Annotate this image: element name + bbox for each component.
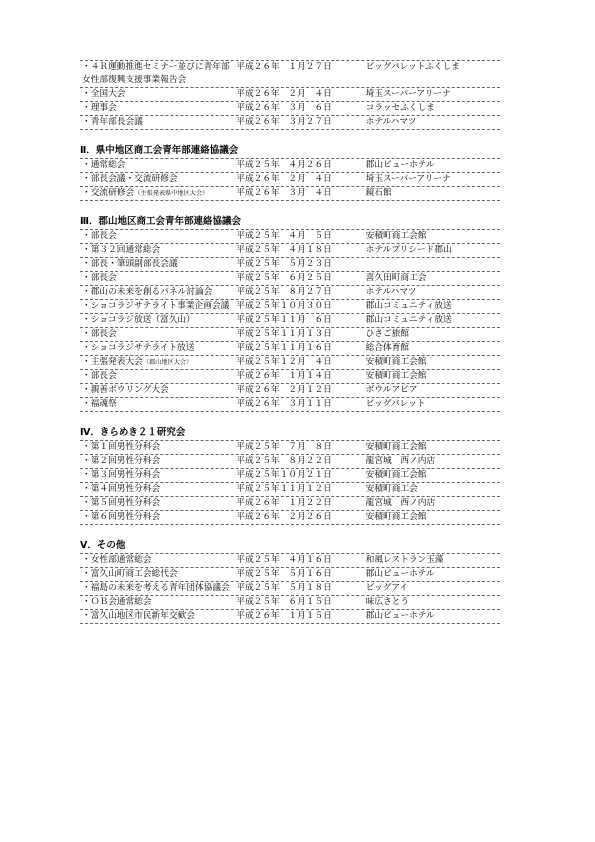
- event-date: 平成２６年 ３月 ６日: [236, 103, 332, 113]
- event-date: 平成２６年 ２月２６日: [236, 512, 332, 522]
- event-name: [80, 610, 234, 623]
- event-venue: 安積町商工会館: [365, 512, 427, 522]
- event-name: [80, 328, 234, 341]
- event-label: ・ショコラジサテライト事業企画会議: [82, 301, 230, 311]
- event-label: ・理事会: [82, 103, 117, 113]
- event-name: [80, 286, 234, 299]
- event-name: [80, 61, 234, 87]
- event-name: [80, 159, 234, 172]
- event-label: ・第３回男性分科会: [82, 470, 161, 480]
- event-label: ・第１回男性分科会: [82, 442, 161, 452]
- event-label: ・富久山町商工会総代会: [82, 569, 178, 579]
- schedule-row: [80, 568, 500, 582]
- event-date: 平成２５年 ４月２６日: [236, 160, 332, 170]
- schedule-row: [80, 328, 500, 342]
- event-venue: 味広さとう: [365, 597, 410, 607]
- section-title: Ⅱ．県中地区商工会青年部連絡協議会: [80, 145, 239, 156]
- event-date: 平成２６年 １月２２日: [236, 498, 332, 508]
- schedule-content: [80, 60, 500, 638]
- event-venue: 郡山ビューホテル: [365, 160, 435, 170]
- event-name: [80, 300, 234, 313]
- event-venue: 喜久田町商工会: [365, 273, 427, 283]
- event-venue: ビッグパレットふくしま: [365, 62, 460, 72]
- event-date: 平成２５年１１月１３日: [236, 329, 332, 339]
- event-venue: 安積町商工会館: [365, 442, 427, 452]
- event-date: 平成２５年 ６月１５日: [236, 597, 332, 607]
- event-label: ・ＯＢ会通常総会: [82, 597, 152, 607]
- event-date: 平成２６年 ３月 ４日: [236, 188, 332, 198]
- schedule-row: [80, 342, 500, 356]
- event-venue: 総合体育館: [365, 343, 410, 353]
- event-date: 平成２５年 ５月２３日: [236, 259, 332, 269]
- event-name: [80, 497, 234, 510]
- event-venue: 龍宮城 西ノ内店: [365, 498, 436, 508]
- event-venue: 埼玉スーパーアリーナ: [365, 174, 451, 184]
- event-venue: ビッグパレット: [365, 399, 426, 409]
- event-date: 平成２６年 ２月１２日: [236, 385, 332, 395]
- schedule-row: [80, 553, 500, 568]
- event-name: [80, 370, 234, 383]
- event-date: 平成２５年１１月 ６日: [236, 315, 332, 325]
- event-name: [80, 511, 234, 524]
- schedule-row: [80, 440, 500, 455]
- event-name: [80, 272, 234, 285]
- event-label: ・部長・筆頭副部長会議: [82, 259, 178, 269]
- event-name: [80, 230, 234, 243]
- event-name: [80, 554, 234, 567]
- event-venue: 龍宮城 西ノ内店: [365, 456, 436, 466]
- event-label: ・部長会議・交流研修会: [82, 174, 178, 184]
- event-name: [80, 116, 234, 129]
- event-date: 平成２５年１２月 ４日: [236, 357, 332, 367]
- schedule-row: [80, 258, 500, 272]
- schedule-row: [80, 88, 500, 102]
- schedule-row: [80, 610, 500, 624]
- event-venue: 郡山コミュニティ放送: [365, 301, 452, 311]
- event-venue: ボウルアピア: [365, 385, 418, 395]
- event-label: ・４Ｒ運動推進セミナー並びに青年部女性部復興支援事業報告会: [82, 62, 230, 85]
- event-venue: 安積町商工会館: [365, 357, 427, 367]
- event-label: ・通常総会: [82, 160, 126, 170]
- event-venue: 安積町商工会: [365, 484, 418, 494]
- event-label: ・第５回男性分科会: [82, 498, 161, 508]
- event-label: ・第４回男性分科会: [82, 484, 161, 494]
- event-label: ・親善ボウリング大会: [82, 385, 169, 395]
- schedule-row: [80, 384, 500, 398]
- event-name: [80, 102, 234, 115]
- section-4: [80, 539, 500, 624]
- schedule-row: [80, 469, 500, 483]
- event-name: [80, 568, 234, 581]
- schedule-row: [80, 272, 500, 286]
- event-note: （主張発表県中地区大会）: [134, 190, 209, 197]
- event-note: （郡山地区大会）: [142, 359, 193, 366]
- event-venue: 郡山コミュニティ放送: [365, 315, 452, 325]
- event-name: [80, 342, 234, 355]
- event-name: [80, 173, 234, 186]
- event-label: ・部長会: [82, 371, 117, 381]
- event-date: 平成２６年 １月１５日: [236, 611, 332, 621]
- event-label: ・富久山地区市民新年交歓会: [82, 611, 195, 621]
- event-date: 平成２５年 ５月１６日: [236, 569, 332, 579]
- event-venue: 安積町商工会館: [365, 371, 427, 381]
- schedule-row: [80, 229, 500, 244]
- event-label: ・郡山の未来を創るパネル討論会: [82, 287, 213, 297]
- event-label: ・第２回男性分科会: [82, 456, 161, 466]
- event-date: 平成２５年１０月２１日: [236, 470, 332, 480]
- event-name: [80, 469, 234, 482]
- event-label: ・福島の未来を考える青年団体協議会: [82, 583, 230, 593]
- schedule-row: [80, 102, 500, 116]
- section-title: Ⅳ．きらめき２１研究会: [80, 427, 186, 438]
- event-date: 平成２５年 ８月２２日: [236, 456, 332, 466]
- event-label: ・ショコラジサテライト放送: [82, 343, 195, 353]
- event-date: 平成２５年 ４月１６日: [236, 555, 332, 565]
- event-date: 平成２６年 ２月 ４日: [236, 89, 332, 99]
- event-label: ・交流研修会: [82, 188, 135, 198]
- event-name: [80, 398, 234, 411]
- event-venue: コラッセふくしま: [365, 103, 435, 113]
- schedule-row: [80, 455, 500, 469]
- event-date: 平成２５年 ６月２５日: [236, 273, 332, 283]
- event-name: [80, 187, 234, 200]
- event-date: 平成２５年 ４月 ５日: [236, 231, 332, 241]
- schedule-row: [80, 497, 500, 511]
- section-2: [80, 215, 500, 412]
- schedule-row: [80, 370, 500, 384]
- schedule-row: [80, 187, 500, 201]
- event-name: [80, 88, 234, 101]
- event-date: 平成２６年 ３月１１日: [236, 399, 332, 409]
- schedule-row: [80, 286, 500, 300]
- event-name: [80, 582, 234, 595]
- event-date: 平成２６年 ３月２７日: [236, 117, 332, 127]
- event-name: [80, 258, 234, 271]
- schedule-row: [80, 483, 500, 497]
- section-0: [80, 60, 500, 130]
- event-date: 平成２５年１１月１６日: [236, 343, 332, 353]
- event-label: ・主張発表大会: [82, 357, 143, 367]
- event-venue: ビッグアイ: [365, 583, 408, 593]
- schedule-row: [80, 356, 500, 370]
- schedule-row: [80, 596, 500, 610]
- event-date: 平成２５年１１月１２日: [236, 484, 332, 494]
- event-venue: 埼玉スーパーアリーナ: [365, 89, 451, 99]
- event-label: ・青年部長会議: [82, 117, 143, 127]
- schedule-row: [80, 511, 500, 525]
- schedule-row: [80, 398, 500, 412]
- event-date: 平成２６年 １月１４日: [236, 371, 332, 381]
- schedule-row: [80, 314, 500, 328]
- event-label: ・部長会: [82, 273, 117, 283]
- event-date: 平成２５年１０月３０日: [236, 301, 332, 311]
- event-label: ・全国大会: [82, 89, 126, 99]
- event-date: 平成２５年 ５月１８日: [236, 583, 332, 593]
- event-name: [80, 596, 234, 609]
- event-label: ・ショコラジ放送（富久山）: [82, 315, 195, 325]
- schedule-row: [80, 60, 500, 88]
- event-name: [80, 441, 234, 454]
- schedule-row: [80, 116, 500, 130]
- event-date: 平成２５年 ８月２７日: [236, 287, 332, 297]
- schedule-row: [80, 158, 500, 173]
- event-date: 平成２５年 ７月 ８日: [236, 442, 332, 452]
- event-venue: 和風レストラン玉藻: [365, 555, 444, 565]
- section-3: [80, 426, 500, 525]
- event-venue: 鏡石館: [365, 188, 392, 198]
- section-title: Ⅴ．その他: [80, 540, 126, 551]
- event-label: ・女性部通常総会: [82, 555, 152, 565]
- event-name: [80, 384, 234, 397]
- section-1: [80, 144, 500, 201]
- event-label: ・第３２回通常総会: [82, 245, 161, 255]
- event-name: [80, 483, 234, 496]
- event-name: [80, 244, 234, 257]
- section-title: Ⅲ．郡山地区商工会青年部連絡協議会: [80, 216, 241, 227]
- event-label: ・福魂祭: [82, 399, 117, 409]
- event-venue: 安積町商工会館: [365, 470, 427, 480]
- event-name: [80, 314, 234, 327]
- schedule-row: [80, 300, 500, 314]
- schedule-row: [80, 244, 500, 258]
- event-date: 平成２５年 ４月１８日: [236, 245, 332, 255]
- event-venue: ひさご旅館: [365, 329, 410, 339]
- schedule-row: [80, 582, 500, 596]
- event-label: ・第６回男性分科会: [82, 512, 161, 522]
- event-name: [80, 356, 234, 369]
- event-label: ・部長会: [82, 329, 117, 339]
- event-venue: 郡山ビューホテル: [365, 569, 435, 579]
- event-venue: 安積町商工会館: [365, 231, 427, 241]
- event-venue: 郡山ビューホテル: [365, 611, 435, 621]
- event-venue: ホテルハマツ: [365, 287, 417, 297]
- event-name: [80, 455, 234, 468]
- event-date: 平成２６年 １月２７日: [236, 62, 332, 72]
- schedule-row: [80, 173, 500, 187]
- event-venue: ホテルプリシード郡山: [365, 245, 452, 255]
- event-date: 平成２６年 ２月 ４日: [236, 174, 332, 184]
- event-venue: ホテルハマツ: [365, 117, 417, 127]
- event-label: ・部長会: [82, 231, 117, 241]
